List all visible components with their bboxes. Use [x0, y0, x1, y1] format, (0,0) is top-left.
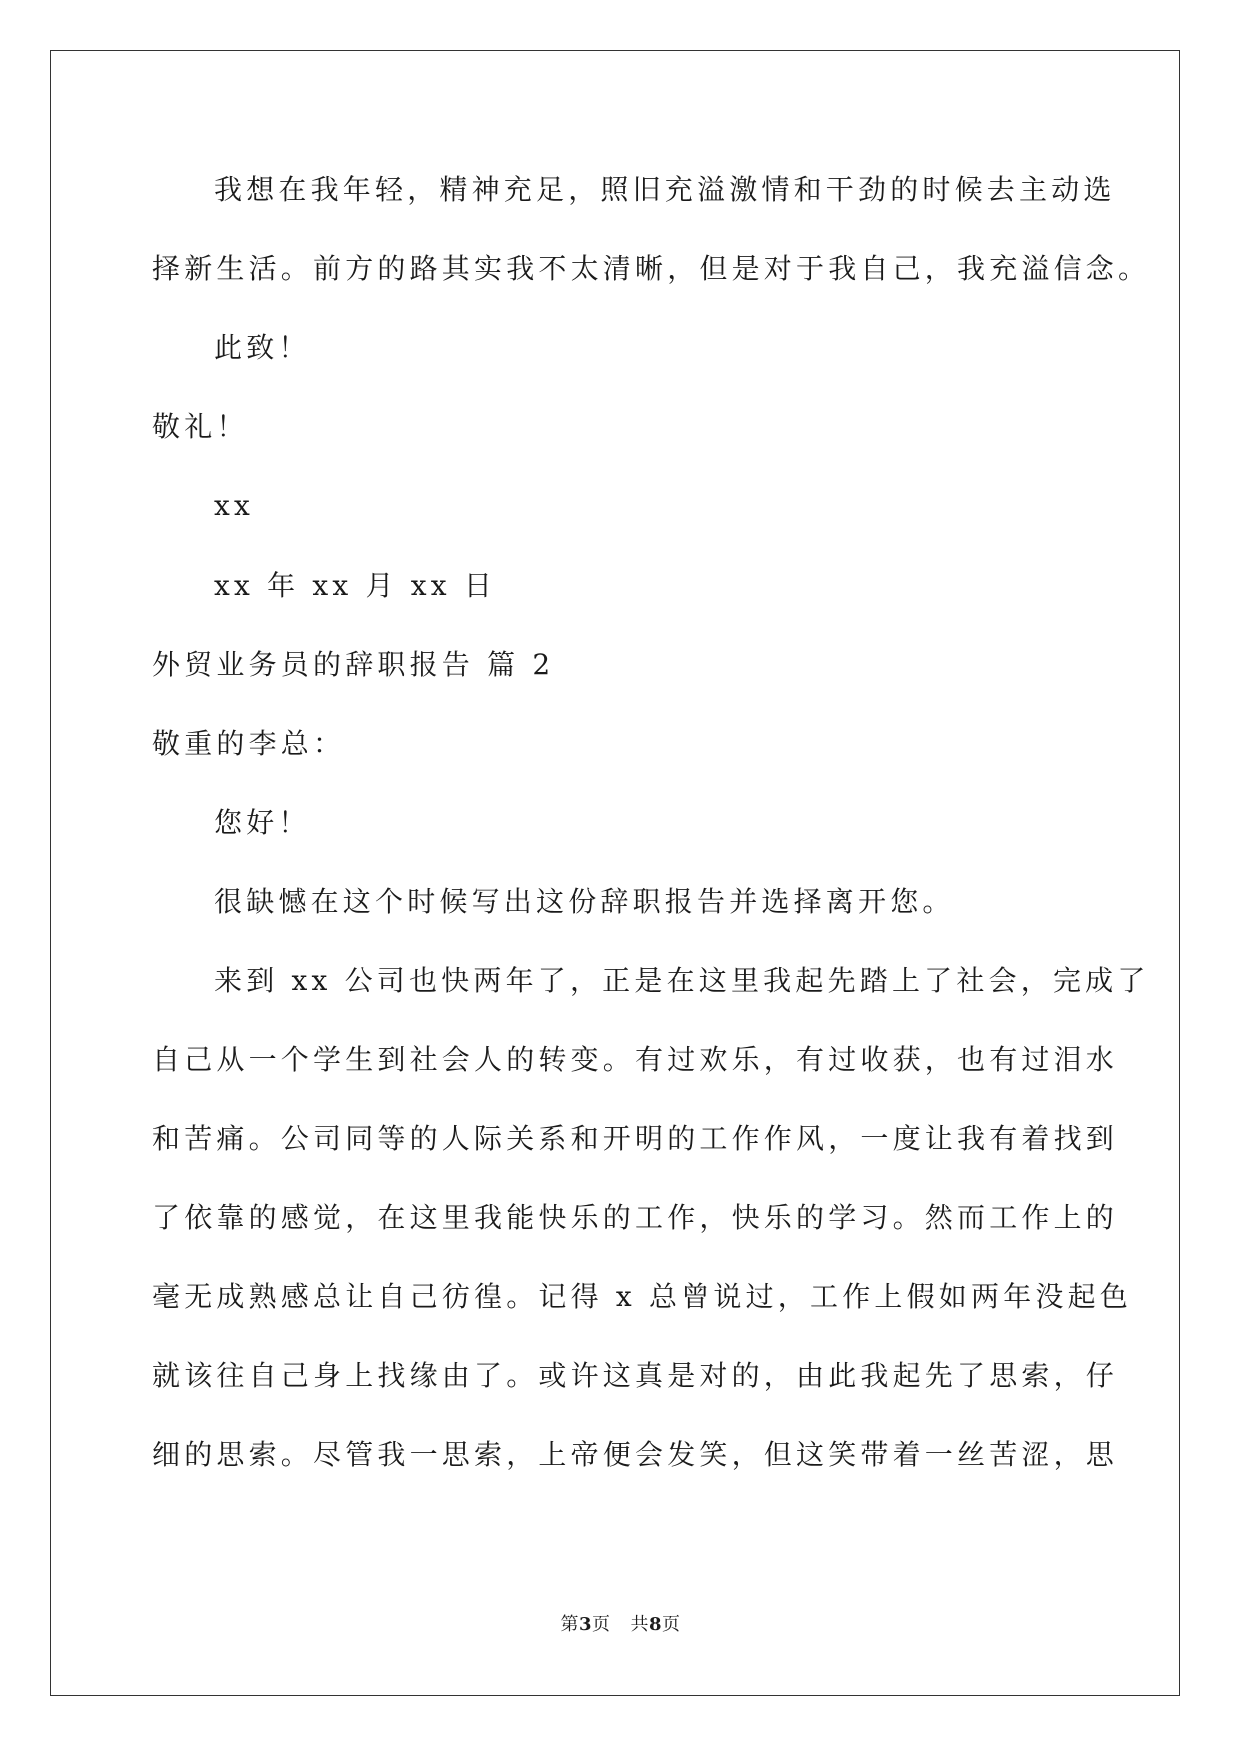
current-page-number: 3	[578, 1614, 592, 1635]
letter-greeting: 敬重的李总：	[152, 727, 346, 760]
page-prefix: 第	[560, 1614, 579, 1635]
total-prefix: 共	[630, 1614, 649, 1635]
body-line: 我想在我年轻，精神充足，照旧充溢激情和干劲的时候去主动选	[214, 173, 1116, 206]
total-suffix: 页	[662, 1614, 681, 1635]
body-line: 来到 xx 公司也快两年了，正是在这里我起先踏上了社会，完成了	[214, 964, 1150, 997]
body-line: 了依靠的感觉，在这里我能快乐的工作，快乐的学习。然而工作上的	[152, 1201, 1119, 1234]
letter-hello: 您好！	[214, 806, 311, 839]
closing-regards: 敬礼！	[152, 410, 249, 443]
body-line: 自己从一个学生到社会人的转变。有过欢乐，有过收获，也有过泪水	[152, 1043, 1119, 1076]
body-line: 择新生活。前方的路其实我不太清晰，但是对于我自己，我充溢信念。	[152, 252, 1151, 285]
section-heading: 外贸业务员的辞职报告 篇 2	[152, 648, 555, 681]
page-suffix: 页	[592, 1614, 611, 1635]
body-line: 就该往自己身上找缘由了。或许这真是对的，由此我起先了思索，仔	[152, 1359, 1119, 1392]
total-page-number: 8	[649, 1614, 663, 1635]
body-line: 细的思索。尽管我一思索，上帝便会发笑，但这笑带着一丝苦涩，思	[152, 1438, 1119, 1471]
closing-salutation: 此致！	[214, 331, 311, 364]
body-line: 毫无成熟感总让自己彷徨。记得 x 总曾说过，工作上假如两年没起色	[152, 1280, 1132, 1313]
signature-name: xx	[214, 489, 254, 522]
body-line: 和苦痛。公司同等的人际关系和开明的工作作风，一度让我有着找到	[152, 1122, 1119, 1155]
body-line: 很缺憾在这个时候写出这份辞职报告并选择离开您。	[214, 885, 955, 918]
page-footer	[0, 1613, 1241, 1637]
signature-date: xx 年 xx 月 xx 日	[214, 569, 497, 602]
